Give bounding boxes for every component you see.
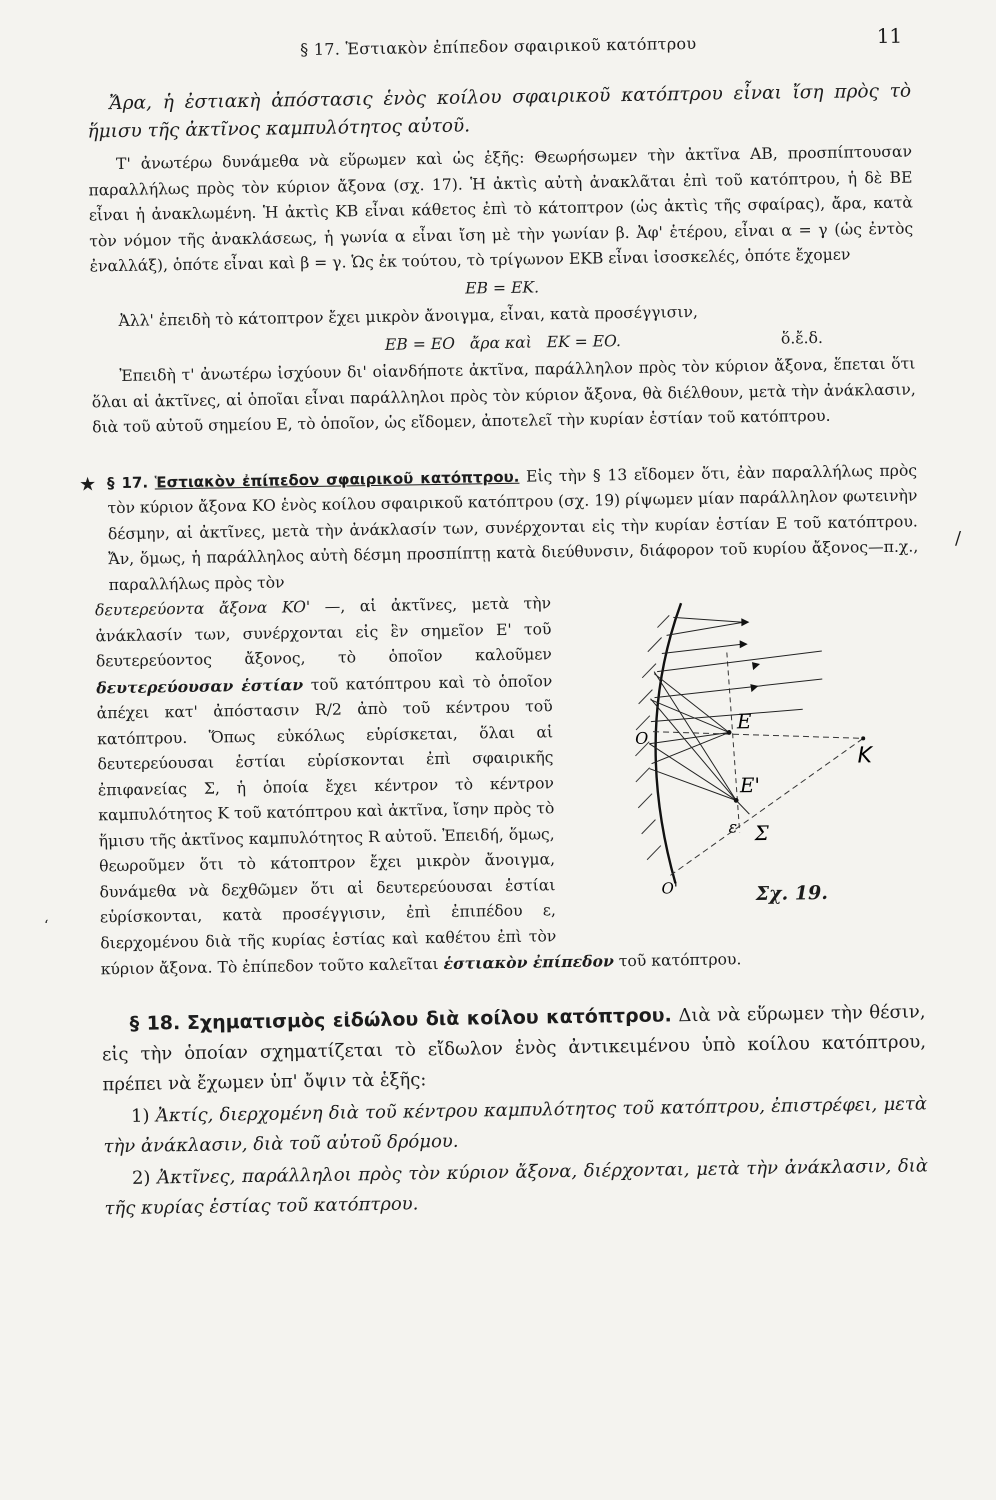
book-page bbox=[78, 22, 933, 1485]
focal-plane-line bbox=[727, 652, 740, 832]
paragraph-principal-focus: Ἐπειδὴ τ' ἀνωτέρω ἰσχύουν δι' οἱανδήποτε ἀκτῖνα, παράλληλον πρὸς τὸν κύριον ἄξονα, ἕπεται ὅτι ὅλαι αἱ ἀκτῖνες, αἱ ὁποῖαι εἶναι παράλληλοι πρὸς τὸν κύριον ἄξονα, θὰ διέλθουν, μετὰ τὴν ἀνάκλασιν, διὰ τοῦ αὐτοῦ σημείου E, τὸ ὁποῖον, ὡς εἴδομεν, ἀποτελεῖ τὴν κυρίαν ἑστίαν τοῦ κατόπτρου. bbox=[91, 354, 916, 437]
qed-mark: ὅ.ἔ.δ. bbox=[780, 328, 824, 348]
conclusion-statement: Ἄρα, ἡ ἐστιακὴ ἀπόστασις ἑνὸς κοίλου σφαιρικοῦ κατόπτρου εἶναι ἴση πρὸς τὸ ἥμισυ τῆς ἀκτῖνος καμπυλότητος αὐτοῦ. bbox=[87, 80, 912, 143]
label-O: O bbox=[635, 728, 649, 748]
section-17-title: Ἑστιακὸν ἐπίπεδον σφαιρικοῦ κατόπτρου. bbox=[154, 467, 520, 491]
rays-secondary-focus bbox=[647, 616, 749, 816]
label-Sigma: Σ bbox=[754, 820, 770, 846]
term-secondary-focus: δευτερεύουσαν ἑστίαν bbox=[96, 674, 304, 697]
page-number: 11 bbox=[876, 23, 903, 49]
section-17-text-b: —, αἱ ἀκτῖνες, μετὰ τὴν ἀνάκλασίν των, συνέρχονται εἰς ἓν σημεῖον E' τοῦ δευτερεύοντος ἄξονος, τὸ ὁποῖον καλοῦμεν bbox=[95, 594, 552, 671]
equation-eb-ek: EB = EK. bbox=[465, 277, 540, 298]
term-focal-plane: ἑστιακὸν ἐπίπεδον bbox=[443, 951, 614, 973]
label-O-prime: O' bbox=[661, 879, 679, 898]
margin-left-mark: ʻ bbox=[44, 918, 49, 934]
star-icon: ★ bbox=[78, 472, 97, 496]
section-17-text-d: τοῦ κατόπτρου. bbox=[618, 950, 742, 971]
paragraph-derivation: Τ' ἀνωτέρω δυνάμεθα νὰ εὕρωμεν καὶ ὡς ἑξῆς: Θεωρήσωμεν τὴν ἀκτῖνα AB, προσπίπτουσαν παραλλήλως πρὸς τὸν κύριον ἄξονα (σχ. 17). Ἡ ἀκτὶς αὐτὴ ἀνακλᾶται ἐπὶ τοῦ κατόπτρου, ἡ δὲ BE εἶναι ἡ ἀνακλωμένη. Ἡ ἀκτὶς KB εἶναι κάθετος ἐπὶ τὸ κάτοπτρον (ὡς ἀκτὶς τῆς σφαίρας), ἄρα, κατὰ τὸν νόμον τῆς ἀνακλάσεως, ἡ γωνία α εἶναι ἴση μὲ τὴν γωνίαν β. Ἀφ' ἑτέρου, εἶναι α = γ (ὡς ἐντὸς ἐναλλάξ), ὁπότε εἶναι καὶ β = γ. Ὡς ἐκ τούτου, τὸ τρίγωνον EKB εἶναι ἰσοσκελές, ὁπότε ἔχομεν bbox=[88, 142, 914, 276]
section-18-number: § 18. bbox=[129, 1011, 181, 1035]
section-17-text-c: τοῦ κατόπτρου καὶ τὸ ὁποῖον ἀπέχει κατ' ἀπόστασιν R/2 ἀπὸ τοῦ κέντρου τοῦ κατόπτρου. Ὅπως εὐκόλως εὑρίσκεται, ὅλαι αἱ δευτερεύουσαι ἑστίαι εὑρίσκονται ἐπὶ σφαιρικῆς ἐπιφανείας Σ, ἡ ὁποία ἔχει κέντρον τὸ κέντρον καμπυλότητος K τοῦ κατόπτρου καὶ ἀκτῖνα, ἴσην πρὸς τὸ ἥμισυ τῆς ἀκτῖνος καμπυλότητος R αὐτοῦ. Ἐπειδή, ὅμως, θεωροῦμεν ὅτι τὸ κάτοπτρον ἔχει μικρὸν ἄνοιγμα, δυνάμεθα νὰ δεχθῶμεν ὅτι αἱ δευτερεύουσαι ἑστίαι εὑρίσκονται, κατὰ προσέγγισιν, ἐπὶ ἐπιπέδου ε, διερχομένου διὰ τῆς κυρίας ἑστίας καὶ καθέτου ἐπὶ τὸν κύριον ἄξονα. Τὸ ἐπίπεδον τοῦτο καλεῖται bbox=[96, 671, 557, 979]
section-17 bbox=[78, 458, 925, 983]
section-17-text-a: Εἰς τὴν § 13 εἴδομεν ὅτι, ἐὰν παραλλήλως πρὸς τὸν κύριον ἄξονα KO ἑνὸς κοίλου σφαιρικοῦ κατόπτρου (σχ. 19) ρίψωμεν μίαν παράλληλον φωτεινὴν δέσμην, αἱ ἀκτῖνες, μετὰ τὴν ἀνάκλασίν των, συνέρχονται εἰς τὴν κυρίαν ἑστίαν E τοῦ κατόπτρου. Ἄν, ὅμως, ἡ παράλληλος αὐτὴ δέσμη προσπίπτῃ κατὰ διεύθυνσιν, διάφορον τοῦ κυρίου ἄξονος—π.χ., παραλλήλως πρὸς τὸν bbox=[107, 460, 919, 594]
parallel-rays-axis bbox=[648, 651, 824, 764]
label-E: E bbox=[736, 709, 752, 734]
rule-1-text: Ἀκτίς, διερχομένη διὰ τοῦ κέντρου καμπυλότητος τοῦ κατόπτρου, ἐπιστρέφει, μετὰ τὴν ἀνάκλασιν, διὰ τοῦ αὐτοῦ δρόμου. bbox=[103, 1092, 928, 1157]
section-18-text: Διὰ νὰ εὕρωμεν τὴν θέσιν, εἰς τὴν ὁποίαν σχηματίζεται τὸ εἴδωλον ἑνὸς ἀντικειμένου ὑπὸ κοίλου κατόπτρου, πρέπει νὰ ἔχωμεν ὑπ' ὄψιν τὰ ἑξῆς: bbox=[101, 1000, 927, 1095]
figure-caption: Σχ. 19. bbox=[755, 881, 829, 906]
secondary-axis bbox=[668, 738, 865, 875]
label-E-prime: E' bbox=[739, 772, 761, 798]
paragraph-small-aperture: Ἀλλ' ἐπειδὴ τὸ κάτοπτρον ἔχει μικρὸν ἄνοιγμα, εἶναι, κατὰ προσέγγισιν, bbox=[118, 302, 699, 330]
rule-1-number: 1) bbox=[130, 1105, 150, 1127]
concave-mirror-diagram bbox=[561, 589, 936, 925]
equation-eb-eo-text: EB = EO ἄρα καὶ EK = EO. bbox=[384, 331, 622, 354]
section-17-number: § 17. bbox=[106, 473, 149, 492]
section-18-title: Σχηματισμὸς εἰδώλου διὰ κοίλου κατόπτρου. bbox=[186, 1003, 672, 1034]
label-K: K bbox=[857, 743, 873, 769]
rule-2 bbox=[104, 1151, 929, 1224]
rule-2-text: Ἀκτῖνες, παράλληλοι πρὸς τὸν κύριον ἄξονα, διέρχονται, μετὰ τὴν ἀνάκλασιν, διὰ τῆς κυρίας ἑστίας τοῦ κατόπτρου. bbox=[104, 1154, 929, 1219]
rule-2-number: 2) bbox=[131, 1167, 151, 1189]
rule-1 bbox=[103, 1089, 928, 1162]
figure-19 bbox=[561, 589, 936, 925]
page-header bbox=[86, 22, 911, 79]
label-epsilon: ε bbox=[728, 817, 738, 837]
section-18 bbox=[101, 996, 926, 1100]
mirror-arc bbox=[653, 603, 685, 883]
running-title: § 17. Ἑστιακὸν ἐπίπεδον σφαιρικοῦ κατόπτρου bbox=[300, 33, 697, 60]
term-secondary-axis: δευτερεύοντα ἄξονα KO' bbox=[94, 598, 311, 620]
ray-arrowheads bbox=[739, 618, 760, 692]
margin-slash-mark: / bbox=[955, 528, 962, 549]
section-17-body bbox=[107, 458, 919, 598]
